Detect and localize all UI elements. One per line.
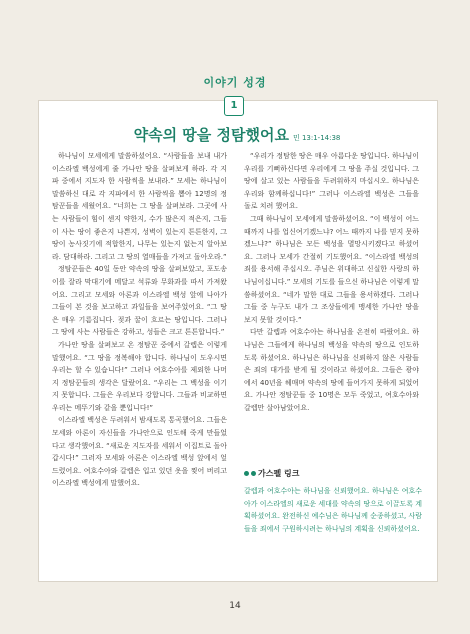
paragraph: 하나님이 모세에게 말씀하셨어요. “사람들을 보내 내가 이스라엘 백성에게 줄 가나안 땅을 살펴보게 하라. 각 지파 중에서 지도자 한 사람씩을 보내라.” 모세는 하나님이 말씀하신 대로 각 지파에서 한 사람씩을 뽑아 12명의 정탐꾼들을 세웠어요. “너희는 그 땅을 살펴보라. 그곳에 사는 사람들이 힘이 센지 약한지, 수가 많은지 적은지, 그들이 사는 땅이 좋은지 나쁜지, 성벽이 있는지 튼튼한지, 그 땅이 농사짓기에 적합한지, 나무는 있는지 없는지 알아보라. 담대하라. 그리고 그 땅의 열매들을 가져고 돌아오라.”	[52, 152, 227, 261]
bullet-dot-icon	[244, 471, 249, 476]
paragraph: 정탐꾼들은 40일 동안 약속의 땅을 살펴보았고, 포도송이를 잘라 막대기에 메달고 석류와 무화과를 따서 가져왔어요. 그리고 모세와 아론과 이스라엘 백성 앞에 나아가 그들이 본 것을 보고하고 과일들을 보여주었어요. “그 땅은 매우 기름집니다. 젖과 꿀이 흐르는 땅입니다. 그러나 그 땅에 사는 사람들은 강하고, 성들은 크고 튼튼합니다.”	[52, 265, 227, 337]
paragraph: 그때 하나님이 모세에게 말씀하셨어요. “이 백성이 어느 때까지 나를 업신여기겠느냐? 어느 때까지 나를 믿지 못하겠느냐?” 하나님은 모든 백성을 멸망시키겠다고 하셨어요. 그러나 모세가 간절히 기도했어요. “이스라엘 백성의 죄를 용서해 주십시오. 주님은 위대하고 신실한 사랑의 하나님이십니다.” 모세의 기도를 들으신 하나님은 이렇게 말씀하셨어요. “네가 말한 대로 그들을 용서하겠다. 그러나 그들 중 누구도 내가 그 조상들에게 맹세한 가나안 땅을 보지 못할 것이다.”	[244, 214, 419, 324]
section-label: 이야기 성경	[203, 76, 267, 89]
scripture-reference: 민 13:1-14:38	[292, 134, 341, 142]
gospel-link-title: 가스펠 링크	[258, 469, 300, 478]
paragraph: 다만 갈렙과 여호수아는 하나님을 온전히 따랐어요. 하나님은 그들에게 하나님의 백성을 약속의 땅으로 인도하도록 하셨어요. 하나님은 하나님을 신뢰하지 않은 사람들은 죄의 대가를 받게 될 것이라고 하셨어요. 그들은 광야에서 40년을 헤매며 약속의 땅에 들어가지 못하게 되었어요. 가나안 정탐꾼들 중 10명은 모두 죽었고, 여호수아와 갈렙만 살아남았어요.	[244, 328, 419, 412]
gospel-link-heading	[244, 468, 422, 479]
paragraph: 가나안 땅을 살펴보고 온 정탐꾼 중에서 갈렙은 이렇게 말했어요. “그 땅을 정복해야 합니다. 하나님이 도우시면 우리는 할 수 있습니다!” 그러나 여호수아를 제외한 나머지 정탐꾼들의 생각은 달랐어요. “우리는 그 백성을 이기지 못합니다. 그들은 우리보다 강합니다. 그들과 비교하면 우리는 메뚜기와 같을 뿐입니다!”	[52, 340, 227, 412]
right-column	[244, 150, 419, 414]
paragraph: 이스라엘 백성은 두려워서 밤새도록 통곡했어요. 그들은 모세와 아론이 자신들을 가나안으로 인도해 죽게 만들었다고 생각했어요. “새로운 지도자를 세워서 이집트로 돌아갑시다!” 그러자 모세와 아론은 이스라엘 백성 앞에서 엎드렸어요. 여호수아와 갈렙은 입고 있던 옷을 찢어 버리고 이스라엘 백성에게 말했어요.	[52, 416, 227, 488]
title-row	[38, 124, 436, 145]
lesson-number-badge: 1	[224, 96, 244, 116]
gospel-link-box	[244, 468, 422, 535]
bullet-dot-icon	[251, 471, 256, 476]
gospel-link-text: 갈렙과 여호수아는 하나님을 신뢰했어요. 하나님은 여호수아가 이스라엘의 새로운 세대를 약속의 땅으로 이끌도록 계획하셨어요. 완전하신 예수님은 하나님께 순종하셨고, 사람들을 죄에서 구원하시려는 하나님의 계획을 신뢰하셨어요.	[244, 487, 422, 533]
paragraph: “우리가 정탐한 땅은 매우 아름다운 땅입니다. 하나님이 우리를 기뻐하신다면 우리에게 그 땅을 주실 것입니다. 그 땅에 살고 있는 사람들을 두려워하지 마십시오. 하나님은 우리와 함께하십니다!” 그러나 이스라엘 백성은 그들을 돌로 치려 했어요.	[244, 152, 419, 211]
left-column	[52, 150, 227, 490]
page-number: 14	[229, 601, 241, 611]
story-title: 약속의 땅을 정탐했어요	[133, 126, 289, 144]
